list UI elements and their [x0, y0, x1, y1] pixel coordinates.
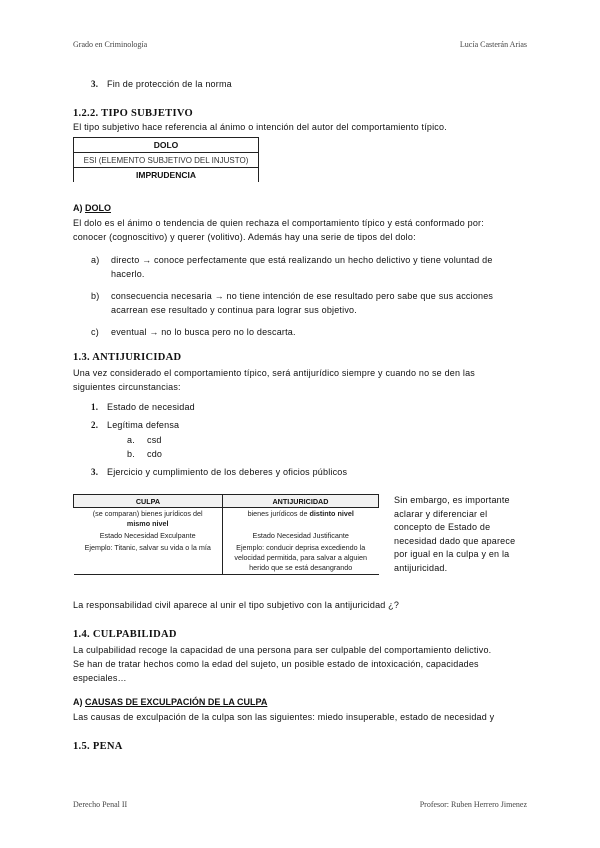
footer-left: Derecho Penal II — [73, 800, 128, 809]
section-title: 1.2.2. TIPO SUBJETIVO — [73, 108, 193, 119]
paragraph: Una vez considerado el comportamiento típico, será antijurídico siempre y cuando no se den las — [73, 368, 476, 378]
paragraph: siguientes circunstancias: — [73, 382, 181, 392]
section-title: 1.3. ANTIJURICIDAD — [73, 352, 182, 363]
section-title: 1.4. CULPABILIDAD — [73, 629, 177, 640]
table-cell: IMPRUDENCIA — [74, 168, 259, 183]
paragraph: Las causas de exculpación de la culpa son las siguientes: miedo insuperable, estado de necesidad y — [73, 712, 495, 722]
paragraph: Se han de tratar hechos como la edad del sujeto, un posible estado de intoxicación, capacidades — [73, 659, 479, 669]
paragraph: La culpabilidad recoge la capacidad de una persona para ser culpable del comportamiento delictivo. — [73, 645, 492, 655]
sublist-item: b. cdo — [127, 449, 163, 459]
table-header: CULPA — [74, 495, 223, 508]
footer-right: Profesor: Ruben Herrero Jimenez — [419, 800, 527, 809]
header-left: Grado en Criminología — [73, 40, 148, 49]
paragraph: conocer (cognoscitivo) y querer (volitivo). Además hay una serie de tipos del dolo: — [73, 232, 416, 242]
list-item: 2. Legítima defensa — [91, 420, 180, 430]
sublist-item: a. csd — [127, 435, 162, 445]
header-right: Lucía Casterán Arias — [459, 40, 527, 49]
list-item-continuation: acarrean ese resultado y continua para lograr sus objetivo. — [111, 305, 357, 315]
table-cell: Ejemplo: conducir deprisa excediendo la velocidad permitida, para salvar a alguien herido que se está desangrando — [222, 542, 378, 575]
table-cell: DOLO — [74, 138, 259, 153]
list-item: b) consecuencia necesaria → no tiene intención de ese resultado pero sabe que sus acciones — [91, 291, 494, 301]
side-note: Sin embargo, es importante aclarar y diferenciar el concepto de Estado de necesidad dado que aparece por igual en la culpa y en la antijuricidad. — [394, 495, 516, 573]
table-cell: Estado Necesidad Justificante — [252, 531, 349, 540]
paragraph: especiales… — [73, 673, 127, 683]
list-item-continuation: hacerlo. — [111, 269, 145, 279]
paragraph: La responsabilidad civil aparece al unir el tipo subjetivo con la antijuricidad ¿? — [73, 600, 400, 610]
list-item: c) eventual → no lo busca pero no lo descarta. — [91, 327, 296, 337]
section-title: 1.5. PENA — [73, 741, 123, 752]
table-header: ANTIJURICIDAD — [222, 495, 378, 508]
list-item: 3. Ejercicio y cumplimiento de los deberes y oficios públicos — [91, 467, 348, 477]
table-cell: Estado Necesidad Exculpante — [74, 530, 223, 542]
subsection-heading: A) CAUSAS DE EXCULPACIÓN DE LA CULPA — [73, 697, 268, 707]
table-cell: (se comparan) bienes jurídicos del mismo nivel — [74, 508, 223, 531]
dolo-table — [73, 137, 259, 182]
paragraph: El dolo es el ánimo o tendencia de quien rechaza el comportamiento típico y está conformado por: — [73, 218, 484, 228]
table-cell: Ejemplo: Titanic, salvar su vida o la mía — [74, 542, 223, 575]
subsection-heading: A) DOLO — [73, 203, 111, 213]
table-cell: ESI (ELEMENTO SUBJETIVO DEL INJUSTO) — [74, 153, 259, 168]
list-item: 1. Estado de necesidad — [91, 402, 195, 412]
culpa-antijuricidad-table — [73, 494, 379, 575]
table-cell: bienes jurídicos de distinto nivel — [247, 509, 354, 518]
list-item: a) directo → conoce perfectamente que está realizando un hecho delictivo y tiene voluntad de — [91, 255, 493, 265]
list-item: 3. Fin de protección de la norma — [91, 79, 232, 89]
paragraph: El tipo subjetivo hace referencia al ánimo o intención del autor del comportamiento típico. — [73, 122, 447, 132]
